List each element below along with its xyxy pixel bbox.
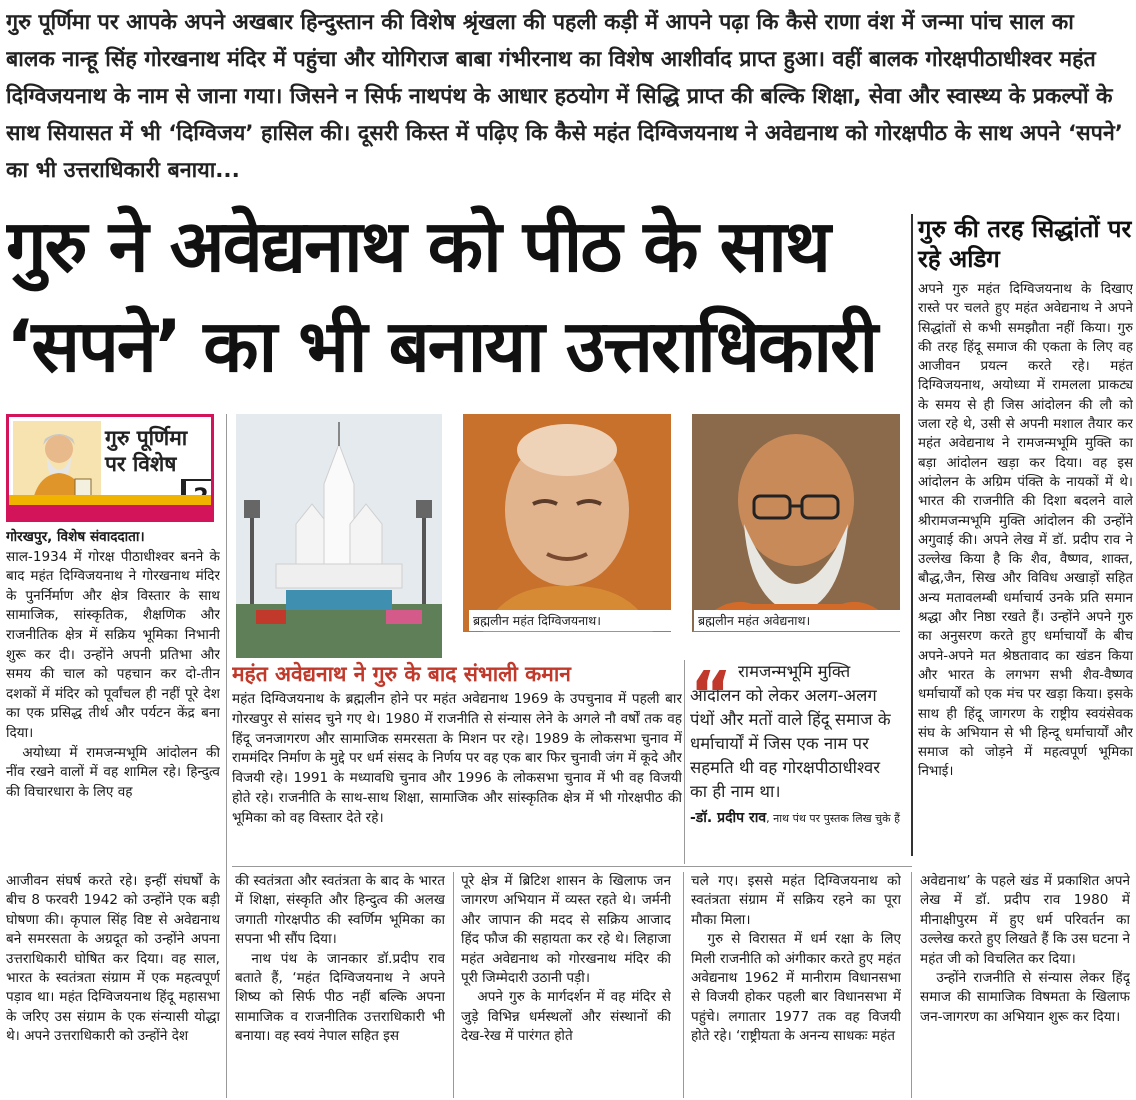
portrait-avaidyanath-icon [692,414,900,632]
left-column-para-1: साल-1934 में गोरक्ष पीठाधीश्वर बनने के बाद महंत दिग्विजयनाथ ने गोरखनाथ मंदिर के पुनर्निर्माण और क्षेत्र विस्तार के साथ सामाजिक, सांस्कृतिक, शैक्षणिक और राजनीतिक क्षेत्र में सक्रिय भूमिका निभानी शुरू कर दी। उन्होंने अपनी प्रतिभा और समय की चाल को पहचान कर दो-तीन दशकों में मंदिर को पूर्वांचल ही नहीं पूरे देश का एक प्रसिद्ध तीर्थ और पर्यटन केंद्र बना दिया। [6,548,220,741]
quote-author: -डॉ. प्रदीप राव, नाथ पंथ पर पुस्तक लिख चुके हैं [690,810,900,826]
headline [6,196,906,408]
side-story-body: अपने गुरु महंत दिग्विजयनाथ के दिखाए रास्ते पर चलते हुए महंत अवेद्यनाथ ने अपने सिद्धांतों से कभी समझौता नहीं किया। गुरु की तरह हिंदू समाज की एकता के लिए वह आजीवन प्रयत्न करते रहे। महंत दिग्विजयनाथ, अयोध्या में रामलला प्राकट्य के समय से ही जिस आंदोलन की लौ को जला रहे थे, उसी से अपनी मशाल तैयार कर महंत अवेद्यनाथ ने रामजन्मभूमि मुक्ति का बड़ा आंदोलन खड़ा कर दिया। वह इस आंदोलन के अग्रिम पंक्ति के नायकों में थे। भारत की राजनीति की दिशा बदलने वाले श्रीरामजन्मभूमि मुक्ति आंदोलन की उन्होंने अगुवाई की। अपने लेख में डॉ. प्रदीप राव ने उल्लेख किया है कि शैव, वैष्णव, शाक्त, बौद्ध,जैन, सिख और विविध अखाड़ों सहित अन्य मतावलम्बी धर्माचार्य उनके प्रति समान श्रद्धा और निष्ठा रखते हैं। उन्होंने अपने गुरु का अनुसरण करते हुए धर्माचार्यों के बीच अपने-अपने मत श्रेष्ठतावाद का खंडन किया और भारत के लगभग सभी शैव-वैष्णव धर्माचार्यों को एक मंच पर खड़ा किया। इसके साथ ही हिंदू जागरण के राष्ट्रीय स्वयंसेवक संघ के अभियान से भी हिन्दू धर्माचार्यों और समाज को जोड़ने में महत्वपूर्ण भूमिका निभाई। [918,282,1133,780]
badge-stripe-yellow [9,495,211,505]
portrait-digvijaynath-icon [463,414,671,632]
bottom-column-2: पूरे क्षेत्र में ब्रिटिश शासन के खिलाफ जन जागरण अभियान में व्यस्त रहते थे। जर्मनी और जापान की मदद से सक्रिय आजाद हिंद फौज की सहायता कर रहे थे। लिहाजा महंत अवेद्यनाथ को गोरखनाथ मंदिर की पूरी जिम्मेदारी उठानी पड़ी। अपने गुरु के मार्गदर्शन में वह मंदिर से जुड़े विभिन्न धर्मस्थलों और संस्थानों की देख-रेख में पारंगत होते [461,873,671,1045]
left-column [6,528,220,866]
dateline: गोरखपुर, विशेष संवाददाता। [6,529,145,545]
side-story [911,214,1133,856]
column-divider [453,872,454,1098]
quote-text: रामजन्मभूमि मुक्ति आंदोलन को लेकर अलग-अलग पंथों और मतों वाले हिंदू समाज के धर्माचार्यों में जिस एक नाम पर सहमति थी वह गोरक्षपीठाधीश्वर का ही नाम था। [690,662,891,801]
guru-purnima-badge [6,414,214,522]
digvijaynath-photo [463,414,671,632]
quote-author-note: , नाथ पंथ पर पुस्तक लिख चुके हैं [766,812,900,825]
headline-line-1: गुरु ने अवेद्यनाथ को पीठ के साथ [6,204,829,288]
badge-title: गुरु पूर्णिमा पर विशेष [105,426,188,476]
avaidyanath-caption: ब्रह्मलीन महंत अवेद्यनाथ। [694,610,900,631]
bottom-column-3: चले गए। इससे महंत दिग्विजयनाथ को स्वतंत्रता संग्राम में सक्रिय रहने का पूरा मौका मिला। गुरु से विरासत में धर्म रक्षा के लिए मिली राजनीति को अंगीकार करते हुए महंत अवेद्यनाथ 1962 में मानीराम विधानसभा से विजयी होकर पहली बार विधानसभा में पहुंचे। लगातार 1977 तक वह विजयी होते रहे। ‘राष्ट्रीयता के अनन्य साधकः महंत [691,873,901,1045]
sub-article-body: महंत दिग्विजयनाथ के ब्रह्मलीन होने पर महंत अवेद्यनाथ 1969 के उपचुनाव में पहली बार गोरखपुर से सांसद चुने गए थे। 1980 में राजनीति से संन्यास लेने के अगले नौ वर्षों तक वह हिंदू जनजागरण और सामाजिक समरसता के मिशन पर रहे। 1989 के लोकसभा चुनाव में राममंदिर निर्माण के मुद्दे पर धर्म संसद के निर्णय पर वह एक बार फिर चुनावी जंग में कूदे और विजयी रहे। 1991 के मध्यावधि चुनाव और 1996 के लोकसभा चुनाव में भी वह विजयी होते रहे। राजनीति के साथ-साथ शिक्षा, सामाजिक और सांस्कृतिक क्षेत्र में भी गोरक्षपीठ की भूमिका को वह विस्तार देते रहे। [232,691,682,826]
quote-box [690,660,902,860]
sub-article-heading: महंत अवेद्यनाथ ने गुरु के बाद संभाली कमान [232,662,571,686]
intro-text: गुरु पूर्णिमा पर आपके अपने अखबार हिन्दुस्तान की विशेष श्रृंखला की पहली कड़ी में आपने पढ़ा कि कैसे राणा वंश में जन्मा पांच साल का बालक नान्हू सिंह गोरखनाथ मंदिर में पहुंचा और योगिराज बाबा गंभीरनाथ का विशेष आशीर्वाद प्राप्त हुआ। वहीं बालक गोरक्षपीठाधीश्वर महंत दिग्विजयनाथ के नाम से जाना गया। जिसने न सिर्फ नाथपंथ के आधार हठयोग में सिद्धि प्राप्त की बल्कि शिक्षा, सेवा और स्वास्थ्य के प्रकल्पों के साथ सियासत में भी ‘दिग्विजय’ हासिल की। दूसरी किस्त में पढ़िए कि कैसे महंत दिग्विजयनाथ ने अवेद्यनाथ को गोरक्षपीठ के साथ अपने ‘सपने’ का भी उत्तराधिकारी बनाया... [6,10,1123,183]
column-divider [683,872,684,1098]
avaidyanath-photo [692,414,900,632]
bottom-column-1: की स्वतंत्रता और स्वतंत्रता के बाद के भारत में शिक्षा, संस्कृति और हिन्दुत्व की अलख जगाती गोरक्षपीठ की स्वर्णिम भूमिका का सपना भी सौंप दिया। नाथ पंथ के जानकार डॉ.प्रदीप राव बताते हैं, ‘महंत दिग्विजयनाथ ने अपने शिष्य को सिर्फ पीठ नहीं बल्कि अपना सामाजिक व राजनीतिक उत्तराधिकारी भी बनाया। वह स्वयं नेपाल सहित इस [235,873,445,1045]
headline-line-2: ‘सपने’ का भी बनाया उत्तराधिकारी [6,304,877,388]
column-divider [911,872,912,1098]
left-column-continued: आजीवन संघर्ष करते रहे। इन्हीं संघर्षों के बीच 8 फरवरी 1942 को उन्होंने एक बड़ी घोषणा की। कृपाल सिंह विष्ट से अवेद्यनाथ बने समरसता के अग्रदूत को उन्होंने अपना उत्तराधिकारी घोषित कर दिया। वह साल, भारत के स्वतंत्रता संग्राम में एक महत्वपूर्ण पड़ाव था। महंत दिग्विजयनाथ हिंदू महासभा के जरिए उस संग्राम के एक संन्यासी योद्धा थे। अपने उत्तराधिकारी को उन्होंने देश [6,873,220,1045]
temple-photo [236,414,442,658]
sub-article [232,660,682,864]
column-divider [684,660,685,864]
left-column-para-2: अयोध्या में रामजन्मभूमि आंदोलन की नींव रखने वालों में वह शामिल रहे। हिन्दुत्व की विचारधारा के लिए वह [6,744,220,800]
bottom-column-4: अवेद्यनाथ’ के पहले खंड में प्रकाशित अपने लेख में डॉ. प्रदीप राव 1980 में मीनाक्षीपुरम में हुए धर्म परिवर्तन का उल्लेख करते हुए लिखते हैं कि उस घटना ने महंत जी को विचलित कर दिया। उन्होंने राजनीति से संन्यास लेकर हिंदू समाज की सामाजिक विषमता के खिलाफ जन-जागरण का अभियान शुरू कर दिया। [920,873,1130,1025]
side-story-heading: गुरु की तरह सिद्धांतों पर रहे अडिग [918,215,1132,273]
digvijaynath-caption: ब्रह्मलीन महंत दिग्विजयनाथ। [469,610,671,631]
temple-illustration-icon [236,414,442,658]
quote-mark-icon: “ [690,660,733,733]
horizontal-divider [232,866,912,867]
badge-stripe-red [9,505,211,519]
column-divider [226,414,227,1098]
